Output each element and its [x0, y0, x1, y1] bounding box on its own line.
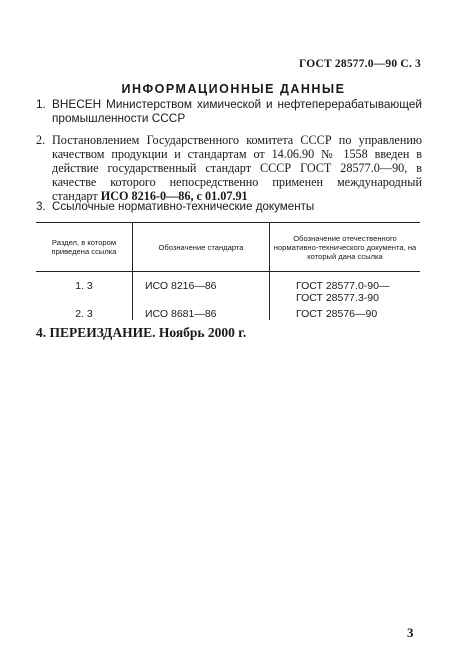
table-header-row: [36, 223, 420, 272]
cell-standard: ИСО 8681—86: [133, 304, 270, 320]
doc-reference: ГОСТ 28576—90: [296, 308, 378, 320]
page-number: 3: [407, 625, 414, 640]
reissue-note: 4. ПЕРЕИЗДАНИЕ. Ноябрь 2000 г.: [36, 325, 247, 340]
item-number: 2.: [36, 133, 46, 147]
info-item-2: [36, 133, 422, 203]
document-header-code: ГОСТ 28577.0—90 С. 3: [298, 58, 421, 70]
cell-docs: [270, 272, 421, 305]
cell-section: 1. 3: [75, 280, 93, 292]
item-text-standard-date: ИСО 8216-0—86, с 01.07.91: [100, 189, 248, 203]
item-text: Ссылочные нормативно-технические документы: [52, 200, 315, 213]
column-header-standard: Обозначение стандарта: [133, 223, 270, 272]
item-text-main: Постановлением Государственного комитета СССР по управлению качеством продукции и стандартам от 14.06.90 № 1558 введен в действие государственный стандарт СССР ГОСТ 28577.0—90, в качестве которого непосредственно применен международный стандарт: [52, 133, 422, 203]
item-number: 1.: [36, 97, 46, 111]
references-table: [36, 222, 420, 320]
page-title: ИНФОРМАЦИОННЫЕ ДАННЫЕ: [121, 82, 346, 96]
cell-standard: ИСО 8216—86: [133, 272, 270, 305]
column-header-national-doc: Обозначение отечественного нормативно-технического документа, на который дана ссылка: [270, 223, 421, 272]
item-text: [52, 133, 422, 203]
item-number: 3.: [36, 200, 46, 213]
info-item-3: [36, 200, 422, 214]
item-text: ВНЕСЕН Министерством химической и нефтеперерабатывающей промышленности СССР: [52, 97, 422, 125]
doc-reference: ГОСТ 28577.0-90—: [296, 280, 390, 292]
table-row: [36, 272, 420, 305]
doc-reference: ГОСТ 28577.3-90: [296, 292, 379, 304]
column-header-section: Раздел, в котором приведена ссылка: [36, 223, 133, 272]
info-item-1: [36, 97, 422, 125]
table-row: [36, 304, 420, 320]
cell-docs: [270, 304, 421, 320]
cell-section: 2. 3: [75, 308, 93, 320]
